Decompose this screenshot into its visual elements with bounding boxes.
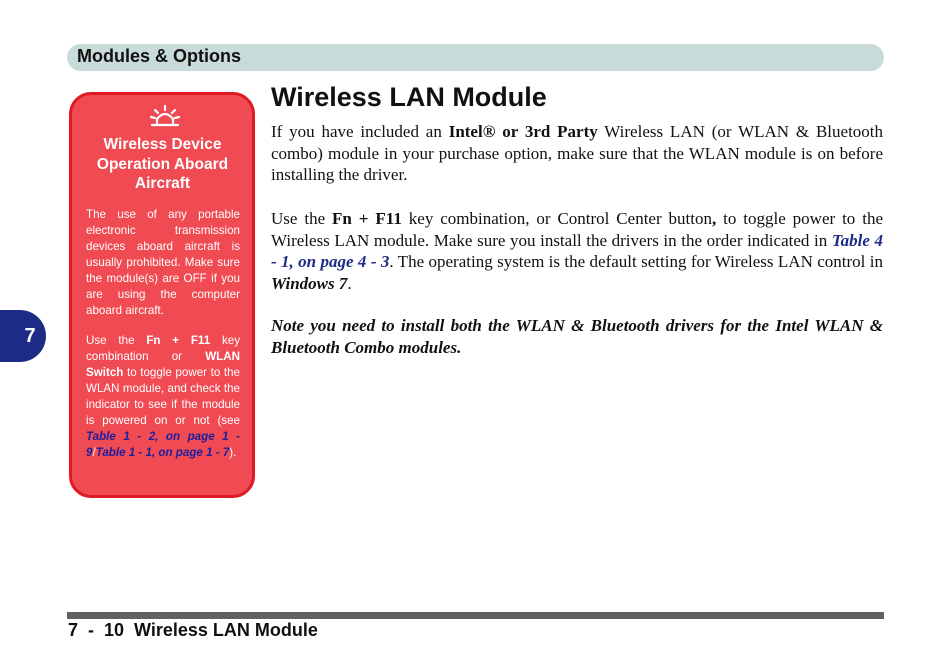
p2-text: Use the — [271, 209, 333, 228]
airplane-warning-icon — [148, 103, 182, 129]
p2-text: . — [347, 274, 352, 294]
footer-bar — [67, 612, 884, 619]
sb-sep: / — [92, 446, 96, 459]
sidebar-title: Wireless Device Operation Aboard Aircraft — [96, 136, 229, 192]
note-paragraph: Note you need to install both the WLAN & Bluetooth drivers for the Intel WLAN & Bluetooth Combo modules. — [271, 316, 883, 357]
p2-os: Windows 7 — [271, 274, 348, 294]
sb-link-table-1-2[interactable]: Table 1 - 2, on page 1 - 9 — [86, 430, 240, 459]
chapter-tab — [0, 310, 46, 362]
paragraph-intro — [271, 121, 883, 186]
header-bar — [67, 44, 884, 71]
sb-text: key combination or — [86, 334, 241, 363]
sidebar-paragraph-2 — [86, 333, 240, 461]
paragraph-toggle — [271, 208, 883, 295]
p1-brand: Intel® or 3rd Party — [448, 122, 598, 141]
p2-text: . The operating system is the default setting for Wireless LAN control in — [389, 252, 883, 272]
p1-text: If you have included an — [271, 122, 449, 141]
p2-text: key combination, or Control Center button — [401, 209, 712, 228]
link-table-4-1[interactable]: Table 4 - 1, on page 4 - 3 — [271, 230, 884, 272]
sb-link-table-1-1[interactable]: Table 1 - 1, on page 1 - 7 — [95, 446, 230, 459]
warning-sidebar — [69, 92, 255, 498]
p1-text: Wireless LAN (or WLAN & Bluetooth combo) module in your purchase option, make sure that the WLAN module is on before installing the driver. — [271, 122, 884, 185]
footer-page-label: 7 - 10 Wireless LAN Module — [68, 620, 318, 640]
p2-comma: , — [711, 209, 717, 228]
sb-wlan-switch: WLAN Switch — [86, 350, 240, 379]
sb-text: to toggle power to the WLAN module, and check the indicator to see if the module is powered on or not (see — [86, 366, 240, 427]
page-title: Wireless LAN Module — [271, 82, 547, 112]
chapter-number: 7 — [24, 324, 36, 347]
header-title: Modules & Options — [77, 46, 241, 66]
sb-text: Use the — [86, 334, 147, 347]
sb-key-combo: Fn + F11 — [146, 334, 211, 347]
sb-text: ). — [229, 446, 237, 459]
sidebar-paragraph-1: The use of any portable electronic transmission devices aboard aircraft is usually prohibited. Make sure the module(s) are OFF if you are using the computer aboard aircraft. — [86, 208, 240, 317]
p2-key-combo: Fn + F11 — [332, 209, 402, 228]
p2-text: to toggle power to the Wireless LAN module. Make sure you install the drivers in the order indicated in — [271, 209, 883, 250]
